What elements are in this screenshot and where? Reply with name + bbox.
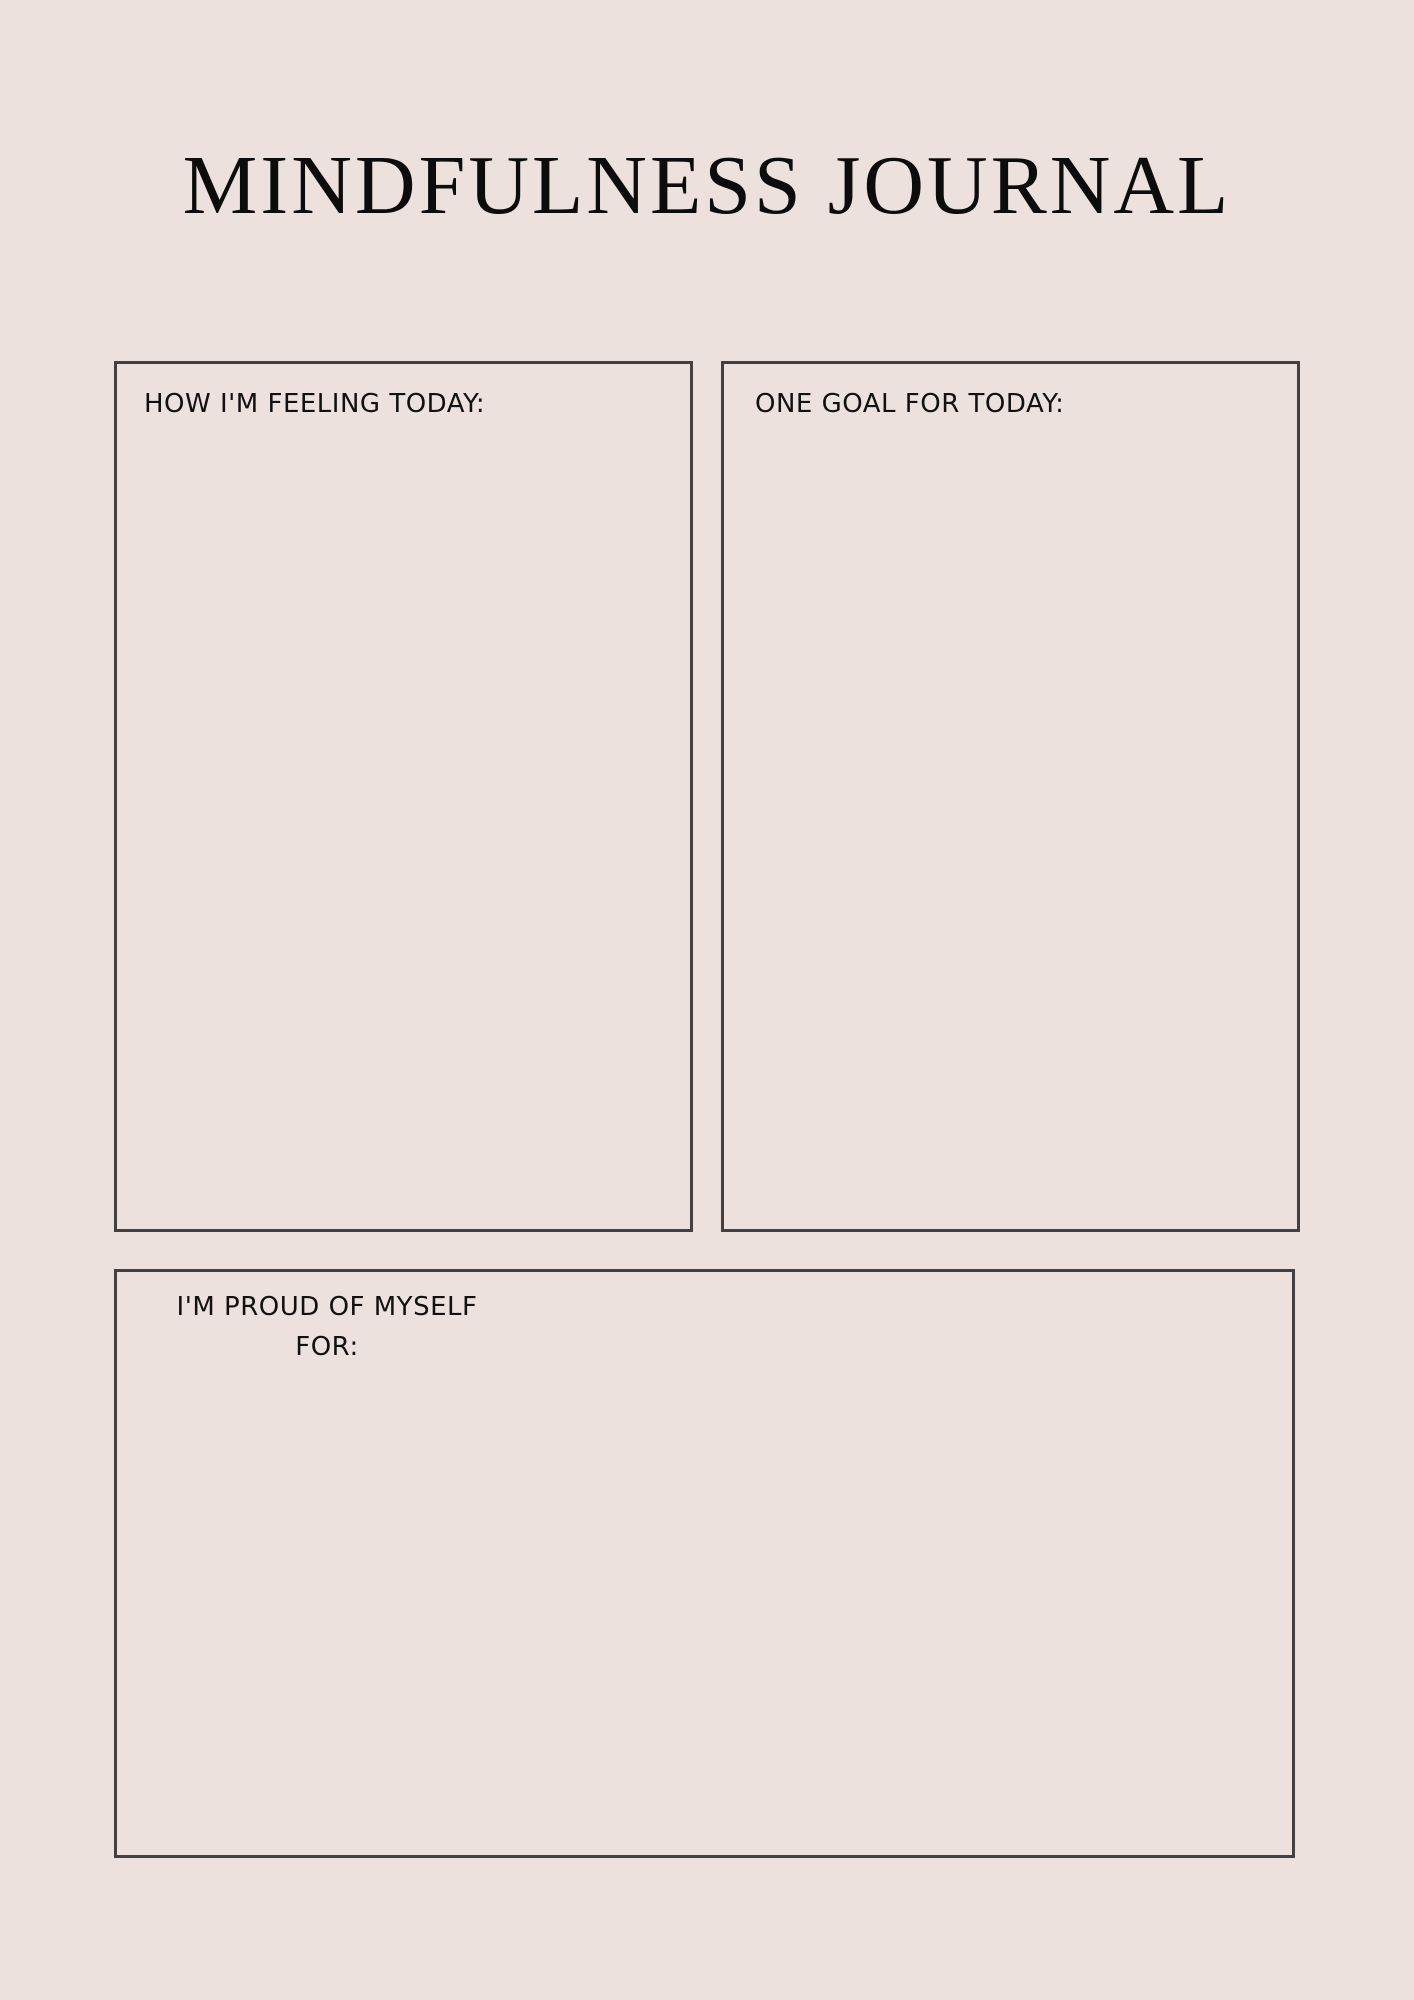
proud-of-myself-box[interactable]	[114, 1269, 1295, 1858]
page-title: MINDFULNESS JOURNAL	[182, 139, 1232, 232]
goal-today-box[interactable]	[721, 361, 1300, 1232]
goal-today-label: ONE GOAL FOR TODAY:	[755, 389, 1065, 419]
feeling-today-label: HOW I'M FEELING TODAY:	[144, 389, 486, 419]
feeling-today-box[interactable]	[114, 361, 693, 1232]
proud-label-line-2: FOR:	[295, 1332, 359, 1362]
proud-of-myself-label	[157, 1287, 497, 1367]
proud-label-line-1: I'M PROUD OF MYSELF	[176, 1292, 478, 1322]
